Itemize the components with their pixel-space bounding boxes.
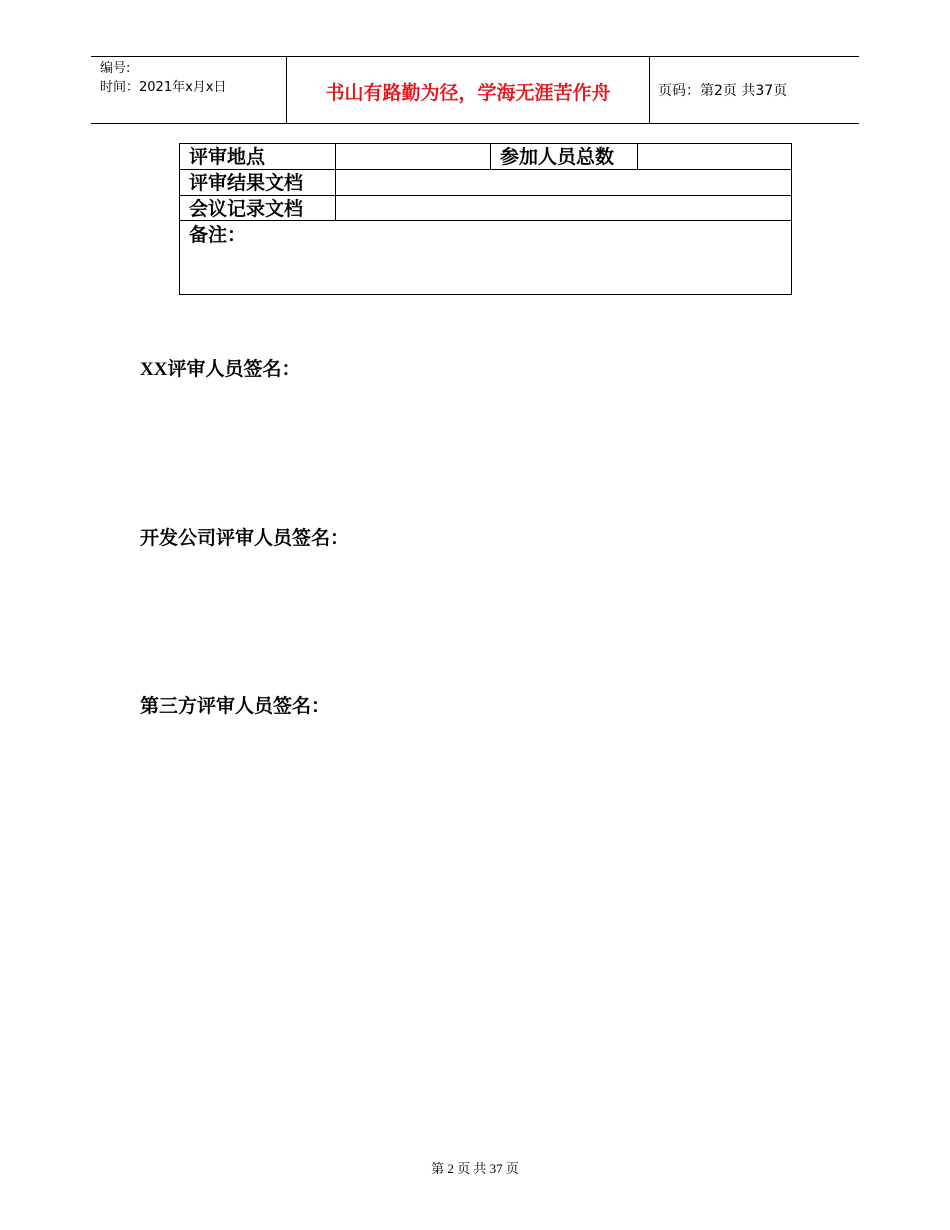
review-location-value[interactable] [336, 144, 490, 169]
meeting-minutes-doc-label: 会议记录文档 [189, 198, 304, 220]
review-result-doc-value[interactable] [336, 170, 791, 195]
table-row [180, 144, 791, 170]
document-number-label: 编号: [100, 61, 131, 76]
page-footer: 第 2 页 共 37 页 [431, 1161, 519, 1176]
dev-company-reviewers-signature-heading: 开发公司评审人员签名： [140, 527, 350, 549]
participants-count-value[interactable] [638, 144, 791, 169]
page-header [91, 56, 859, 124]
header-page-info: 页码：第2页 共37页 [658, 83, 788, 99]
review-result-doc-label: 评审结果文档 [189, 172, 304, 194]
notes-label: 备注： [189, 224, 247, 246]
xx-reviewers-signature-heading: XX评审人员签名： [140, 359, 301, 380]
table-row [180, 170, 791, 196]
review-location-label: 评审地点 [189, 146, 266, 168]
document-time: 时间：2021年x月x日 [100, 80, 227, 95]
participants-count-label: 参加人员总数 [500, 146, 615, 168]
table-row [180, 221, 791, 294]
review-info-table [179, 143, 792, 295]
meeting-minutes-doc-value[interactable] [336, 196, 791, 220]
third-party-reviewers-signature-heading: 第三方评审人员签名： [140, 695, 331, 717]
header-divider [649, 57, 650, 123]
header-motto: 书山有路勤为径，学海无涯苦作舟 [325, 82, 611, 104]
header-meta [100, 59, 226, 97]
table-row [180, 196, 791, 221]
